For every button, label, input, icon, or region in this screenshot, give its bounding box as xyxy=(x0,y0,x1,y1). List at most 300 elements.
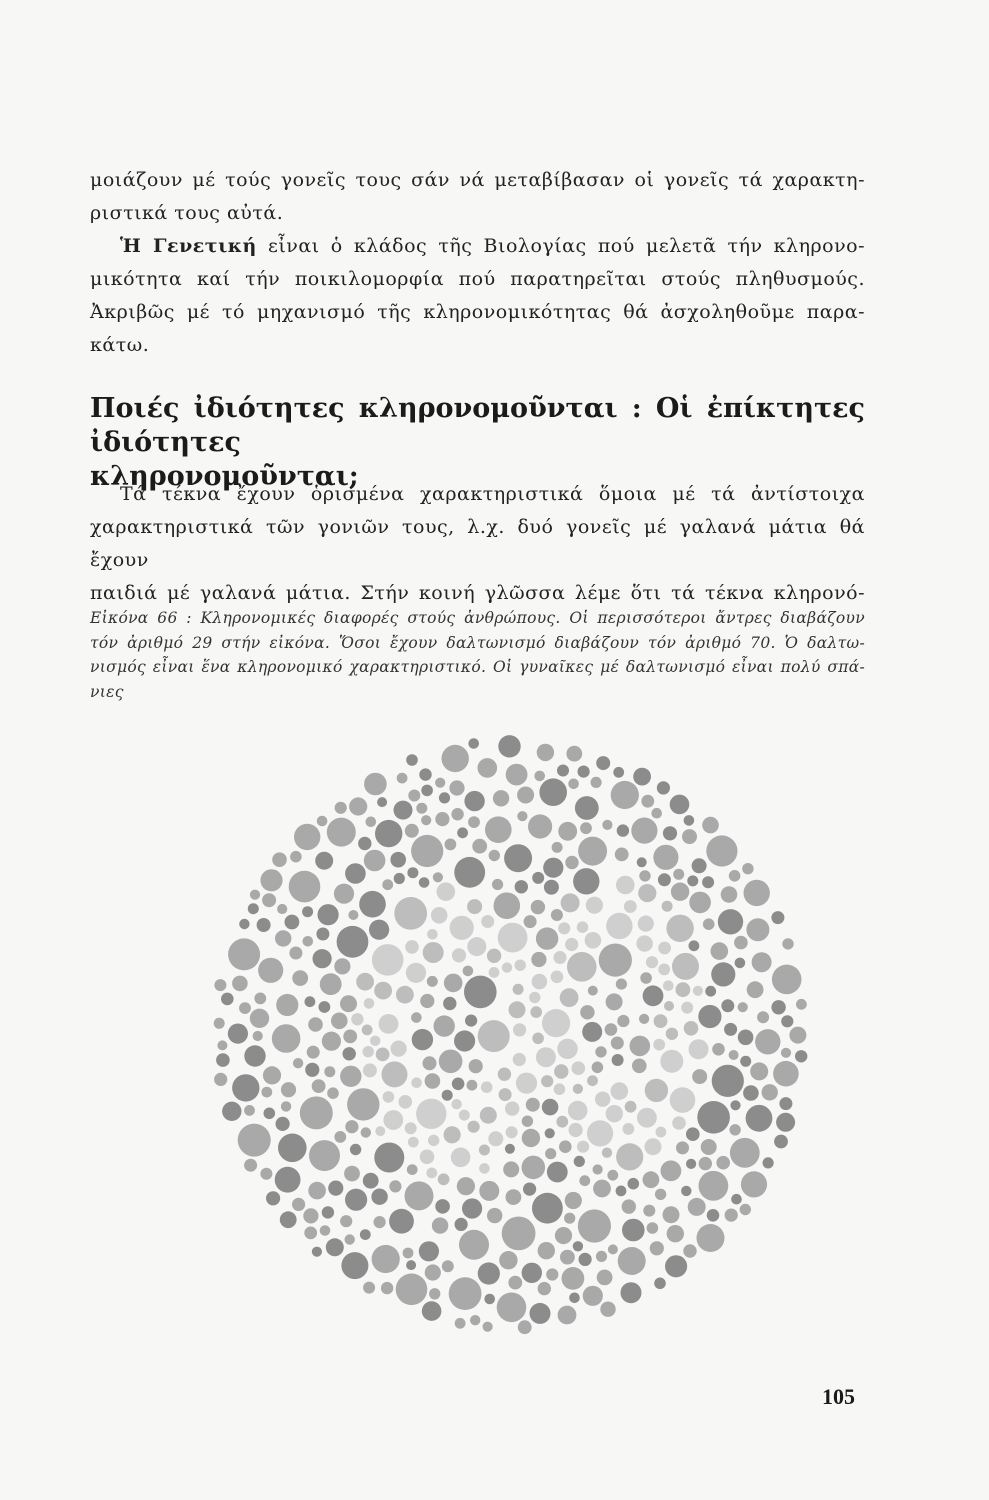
plate-dot xyxy=(423,1056,437,1070)
plate-dot xyxy=(360,1229,371,1240)
plate-dot xyxy=(743,1085,759,1101)
heading-line: κληρονομοῦνται; xyxy=(90,461,359,492)
plate-dot xyxy=(405,1181,434,1210)
plate-dot xyxy=(573,1084,583,1094)
plate-dot xyxy=(781,1015,793,1027)
plate-dot xyxy=(746,1105,773,1132)
plate-dot xyxy=(544,880,559,895)
plate-dot xyxy=(431,907,448,924)
plate-dot xyxy=(595,1046,606,1057)
plate-dot xyxy=(725,1209,738,1222)
plate-dot xyxy=(689,892,711,914)
plate-dot xyxy=(698,1005,721,1028)
plate-dot xyxy=(536,927,558,949)
plate-dot xyxy=(232,976,248,992)
plate-dot xyxy=(451,1099,461,1109)
plate-dot xyxy=(375,820,402,847)
plate-dot xyxy=(638,916,654,932)
plate-dot xyxy=(464,976,497,1009)
plate-dot xyxy=(503,1161,519,1177)
plate-dot xyxy=(437,882,456,901)
plate-dot xyxy=(445,839,457,851)
plate-dot xyxy=(498,1068,511,1081)
plate-dot xyxy=(773,1061,799,1087)
plate-dot xyxy=(646,956,658,968)
plate-dot xyxy=(578,837,607,866)
plate-dot xyxy=(641,795,654,808)
plate-dot xyxy=(560,1250,575,1265)
plate-dot xyxy=(363,1063,377,1077)
plate-dot xyxy=(676,1141,689,1154)
plate-dot xyxy=(411,1077,422,1088)
plate-dot xyxy=(531,900,545,914)
plate-dot xyxy=(432,1217,448,1233)
plate-dot xyxy=(277,904,287,914)
plate-dot xyxy=(772,965,802,995)
plate-dot xyxy=(750,1062,768,1080)
plate-dot xyxy=(356,973,374,991)
plate-dot xyxy=(697,1101,730,1134)
plate-dot xyxy=(439,1050,463,1074)
plate-dot xyxy=(263,1066,281,1084)
plate-dot xyxy=(485,816,512,843)
plate-dot xyxy=(762,1084,778,1100)
plate-dot xyxy=(228,938,260,970)
plate-dot xyxy=(578,766,590,778)
plate-dot xyxy=(467,899,482,914)
plate-dot xyxy=(340,1066,361,1087)
plate-dot xyxy=(672,1116,686,1130)
plate-dot xyxy=(407,867,418,878)
plate-dot xyxy=(585,932,602,949)
plate-dot xyxy=(742,863,753,874)
plate-dot xyxy=(379,1014,399,1034)
plate-dot xyxy=(552,842,563,853)
plate-dot xyxy=(359,891,386,918)
plate-dot xyxy=(653,1039,665,1051)
plate-dot xyxy=(539,778,567,806)
plate-dot xyxy=(217,1040,227,1050)
text-line: Ἀκριβῶς μέ τό μηχανισμό τῆς κληρονομικότητας θά ἀσχοληθοῦμε παρα- xyxy=(90,301,865,323)
plate-dot xyxy=(434,1015,455,1036)
plate-dot xyxy=(370,1036,380,1046)
plate-dot xyxy=(216,1053,230,1067)
plate-dot xyxy=(661,1160,682,1181)
plate-dot xyxy=(684,815,695,826)
plate-dot xyxy=(375,1126,385,1136)
plate-dot xyxy=(741,1171,767,1197)
plate-dot xyxy=(302,906,313,917)
plate-dot xyxy=(488,1131,503,1146)
plate-dot xyxy=(421,815,431,825)
plate-dot xyxy=(606,913,632,939)
plate-dot xyxy=(795,1050,807,1062)
plate-dot xyxy=(303,936,314,947)
plate-dot xyxy=(419,1241,439,1261)
plate-dot xyxy=(479,1163,490,1174)
plate-dot xyxy=(653,845,678,870)
plate-dot xyxy=(497,1293,527,1323)
plate-dot xyxy=(454,857,485,888)
plate-dot xyxy=(362,1025,373,1036)
plate-dot xyxy=(506,1189,522,1205)
plate-dot xyxy=(573,868,599,894)
plate-dot xyxy=(681,1186,691,1196)
plate-dot xyxy=(617,824,629,836)
plate-dot xyxy=(363,1046,374,1057)
plate-dot xyxy=(551,909,563,921)
plate-dot xyxy=(591,777,602,788)
plate-dot xyxy=(712,1065,744,1097)
plate-dot xyxy=(643,985,664,1006)
plate-dot xyxy=(425,1264,441,1280)
plate-dot xyxy=(611,1037,624,1050)
plate-dot xyxy=(580,1005,594,1019)
plate-dot xyxy=(538,1282,551,1295)
plate-dot xyxy=(345,1234,355,1244)
plate-dot xyxy=(771,1000,785,1014)
plate-dot xyxy=(455,1318,466,1329)
plate-dot xyxy=(449,780,464,795)
plate-dot xyxy=(334,884,354,904)
plate-dot xyxy=(305,996,316,1007)
plate-dot xyxy=(363,1282,375,1294)
plate-dot xyxy=(747,981,764,998)
genetics-term: Ἡ Γενετική xyxy=(120,235,257,257)
plate-dot xyxy=(562,1267,585,1290)
plate-dot xyxy=(374,982,392,1000)
plate-dot xyxy=(479,1181,499,1201)
plate-dot xyxy=(331,1013,348,1030)
plate-dot xyxy=(294,824,320,850)
plate-dot xyxy=(530,1006,542,1018)
plate-dot xyxy=(724,1023,737,1036)
plate-dot xyxy=(729,870,741,882)
plate-dot xyxy=(366,817,377,828)
plate-dot xyxy=(624,900,637,913)
plate-dot xyxy=(532,1193,563,1224)
plate-dot xyxy=(616,979,627,990)
plate-dot xyxy=(420,994,434,1008)
caption-line: Εἰκόνα 66 : Κληρονομικές διαφορές στούς ἀνθρώπους. Οἱ περισσότεροι ἄντρες διαβάζουν xyxy=(90,609,865,627)
plate-dot xyxy=(239,919,249,929)
plate-dot xyxy=(396,986,414,1004)
plate-dot xyxy=(597,1270,613,1286)
plate-dot xyxy=(396,1274,428,1306)
plate-dot xyxy=(499,1088,512,1101)
intro-paragraph xyxy=(90,164,865,362)
plate-dot xyxy=(435,812,449,826)
plate-dot xyxy=(290,851,302,863)
plate-dot xyxy=(272,852,287,867)
plate-dot xyxy=(426,1168,437,1179)
plate-dot xyxy=(420,1150,435,1165)
plate-dot xyxy=(416,803,427,814)
plate-dot xyxy=(467,937,486,956)
plate-dot xyxy=(568,779,579,790)
plate-dot xyxy=(651,808,662,819)
plate-dot xyxy=(579,1253,592,1266)
plate-dot xyxy=(541,1075,553,1087)
plate-dot xyxy=(214,1073,227,1086)
plate-dot xyxy=(376,1048,390,1062)
plate-dot xyxy=(382,1061,408,1087)
plate-dot xyxy=(238,1124,271,1157)
plate-dot xyxy=(593,1164,603,1174)
plate-dot xyxy=(381,1282,393,1294)
plate-dot xyxy=(666,915,693,942)
plate-dot xyxy=(334,1131,346,1143)
plate-dot xyxy=(729,1124,740,1135)
plate-dot xyxy=(616,1186,627,1197)
plate-dot xyxy=(492,879,503,890)
plate-dot xyxy=(667,1225,684,1242)
plate-dot xyxy=(615,848,629,862)
plate-dot xyxy=(322,1206,334,1218)
plate-dot xyxy=(542,1099,559,1116)
plate-dot xyxy=(438,1173,450,1185)
plate-dot xyxy=(650,1241,664,1255)
plate-dot xyxy=(729,1050,739,1060)
plate-dot xyxy=(689,940,700,951)
figure-caption xyxy=(90,606,865,704)
plate-dot xyxy=(595,1092,610,1107)
plate-dot xyxy=(663,826,677,840)
plate-dot xyxy=(239,1002,251,1014)
plate-dot xyxy=(561,893,580,912)
plate-dot xyxy=(684,1021,699,1036)
plate-dot xyxy=(774,1135,788,1149)
plate-dot xyxy=(607,1170,618,1181)
plate-dot xyxy=(505,1144,515,1154)
plate-dot xyxy=(344,1166,360,1182)
text-line: κάτω. xyxy=(90,334,150,356)
plate-dot xyxy=(364,998,375,1009)
plate-dot xyxy=(394,897,427,930)
plate-dot xyxy=(637,857,647,867)
plate-dot xyxy=(276,1117,290,1131)
plate-dot xyxy=(383,1110,403,1130)
plate-dot xyxy=(515,960,526,971)
plate-dot xyxy=(517,811,527,821)
plate-dot xyxy=(776,1113,795,1132)
plate-dot xyxy=(506,764,528,786)
plate-dot xyxy=(612,1054,624,1066)
plate-dot xyxy=(530,1303,551,1324)
plate-dot xyxy=(363,1173,379,1189)
plate-dot xyxy=(706,835,737,866)
plate-dot xyxy=(509,1001,526,1018)
plate-dot xyxy=(272,1024,301,1053)
plate-dot xyxy=(593,1180,611,1198)
plate-dot xyxy=(536,1047,556,1067)
plate-dot xyxy=(423,942,444,963)
plate-dot xyxy=(658,964,670,976)
plate-dot xyxy=(327,818,356,847)
plate-dot xyxy=(687,875,698,886)
plate-dot xyxy=(214,979,226,991)
plate-dot xyxy=(320,973,342,995)
plate-dot xyxy=(554,1083,566,1095)
plate-dot xyxy=(639,870,650,881)
plate-dot xyxy=(335,802,347,814)
plate-dot xyxy=(374,1143,404,1173)
plate-dot xyxy=(442,1090,453,1101)
plate-dot xyxy=(592,1062,604,1074)
plate-dot xyxy=(600,1302,615,1317)
plate-dot xyxy=(389,1180,401,1192)
plate-dot xyxy=(654,1278,666,1290)
plate-dot xyxy=(721,999,734,1012)
plate-dot xyxy=(752,952,772,972)
plate-dot xyxy=(655,1189,666,1200)
plate-dot xyxy=(275,930,291,946)
plate-dot xyxy=(738,1002,748,1012)
plate-dot xyxy=(481,1081,493,1093)
plate-dot xyxy=(260,1168,272,1180)
plate-dot xyxy=(656,1127,667,1138)
plate-dot xyxy=(662,901,673,912)
plate-dot xyxy=(513,1023,526,1036)
plate-dot xyxy=(328,1181,343,1196)
plate-dot xyxy=(712,1043,725,1056)
plate-dot xyxy=(419,877,430,888)
plate-dot xyxy=(394,801,413,820)
plate-dot xyxy=(529,992,540,1003)
plate-dot xyxy=(214,1018,225,1029)
plate-dot xyxy=(746,918,769,941)
plate-dot xyxy=(406,963,426,983)
plate-dot xyxy=(318,904,339,925)
plate-dot xyxy=(481,915,494,928)
plate-dot xyxy=(483,1322,493,1332)
plate-dot xyxy=(565,856,578,869)
plate-dot xyxy=(608,1244,618,1254)
plate-dot xyxy=(389,1209,414,1234)
plate-dot xyxy=(697,1224,725,1252)
text-line: Τά τέκνα ἔχουν ὁρισμένα χαρακτηριστικά ὅμοια μέ τά ἀντίστοιχα xyxy=(120,483,865,505)
plate-dot xyxy=(522,1129,540,1147)
plate-dot xyxy=(498,735,520,757)
plate-dot xyxy=(285,915,300,930)
plate-dot xyxy=(580,822,592,834)
text-line xyxy=(90,230,865,263)
plate-dot xyxy=(583,1286,603,1306)
plate-dot xyxy=(681,1002,693,1014)
plate-dot xyxy=(579,1175,590,1186)
plate-dot xyxy=(692,858,707,873)
plate-dot xyxy=(462,1198,482,1218)
plate-dot xyxy=(300,1096,333,1129)
plate-dot xyxy=(577,1141,589,1153)
plate-dot xyxy=(693,986,703,996)
plate-dot xyxy=(316,928,329,941)
plate-dot xyxy=(731,1194,742,1205)
plate-dot xyxy=(643,1205,655,1217)
plate-dot xyxy=(253,1031,263,1041)
plate-dot xyxy=(744,880,770,906)
plate-dot xyxy=(688,1198,706,1216)
plate-dot xyxy=(738,1030,754,1046)
plate-dot xyxy=(364,850,386,872)
plate-dot xyxy=(494,892,521,919)
plate-dot xyxy=(616,1143,643,1170)
plate-dot xyxy=(606,993,623,1010)
plate-dot xyxy=(451,1148,471,1168)
plate-dot xyxy=(345,1189,367,1211)
plate-dot xyxy=(618,1247,646,1275)
plate-dot xyxy=(771,911,784,924)
plate-dot xyxy=(789,1027,806,1044)
plate-dot xyxy=(465,1015,477,1027)
plate-dot xyxy=(734,936,748,950)
plate-dot xyxy=(532,1033,544,1045)
plate-dot xyxy=(630,1036,651,1057)
plate-dot xyxy=(304,1227,317,1240)
plate-dot xyxy=(478,1020,510,1052)
plate-dot xyxy=(670,1087,696,1113)
plate-dot xyxy=(443,997,456,1010)
plate-dot xyxy=(307,1046,320,1059)
plate-dot xyxy=(602,1148,612,1158)
plate-dot xyxy=(757,1011,769,1023)
plate-dot xyxy=(489,850,500,861)
plate-dot xyxy=(222,1102,241,1121)
plate-dot xyxy=(248,903,259,914)
plate-dot xyxy=(558,822,577,841)
plate-dot xyxy=(568,1101,588,1121)
plate-dot xyxy=(451,808,463,820)
plate-dot xyxy=(319,1001,331,1013)
plate-dot xyxy=(416,1099,446,1129)
plate-dot xyxy=(309,1140,340,1171)
plate-dot xyxy=(556,1116,568,1128)
plate-dot xyxy=(588,986,598,996)
plate-dot xyxy=(427,929,438,940)
plate-dot xyxy=(450,916,474,940)
plate-dot xyxy=(489,967,500,978)
plate-dot xyxy=(683,1244,696,1257)
plate-dot xyxy=(664,1001,674,1011)
plate-dot xyxy=(372,1245,400,1273)
plate-dot xyxy=(444,1126,461,1143)
plate-dot xyxy=(303,1208,318,1223)
plate-dot xyxy=(452,948,466,962)
plate-dot xyxy=(469,1059,483,1073)
plate-dot xyxy=(554,951,567,964)
plate-dot xyxy=(343,1047,356,1060)
plate-dot xyxy=(718,909,743,934)
plate-dot xyxy=(672,953,699,980)
plate-dot xyxy=(341,1252,368,1279)
plate-dot xyxy=(244,1105,255,1116)
plate-dot xyxy=(779,1097,792,1110)
plate-dot xyxy=(428,1135,439,1146)
plate-dot xyxy=(617,1015,629,1027)
text-line: μοιάζουν μέ τούς γονεῖς τους σάν νά μεταβίβασαν οἱ γονεῖς τά χαρακτη- xyxy=(90,169,865,191)
plate-dot xyxy=(324,1066,335,1077)
plate-dot xyxy=(487,949,501,963)
plate-dot xyxy=(454,1030,475,1051)
plate-dot xyxy=(660,1050,683,1073)
caption-line: τόν ἀριθμό 29 στήν εἰκόνα. Ὅσοι ἔχουν δαλτωνισμό διαβάζουν τόν ἀριθμό 70. Ὁ δαλτω- xyxy=(90,633,865,652)
plate-dot xyxy=(654,1014,668,1028)
plate-dot xyxy=(577,921,589,933)
plate-dot xyxy=(699,1157,712,1170)
plate-dot xyxy=(670,795,690,815)
text-fragment: εἶναι ὁ κλάδος τῆς Βιολογίας πού μελετᾶ τήν κληρονο- xyxy=(256,235,865,257)
plate-dot xyxy=(347,1088,379,1120)
